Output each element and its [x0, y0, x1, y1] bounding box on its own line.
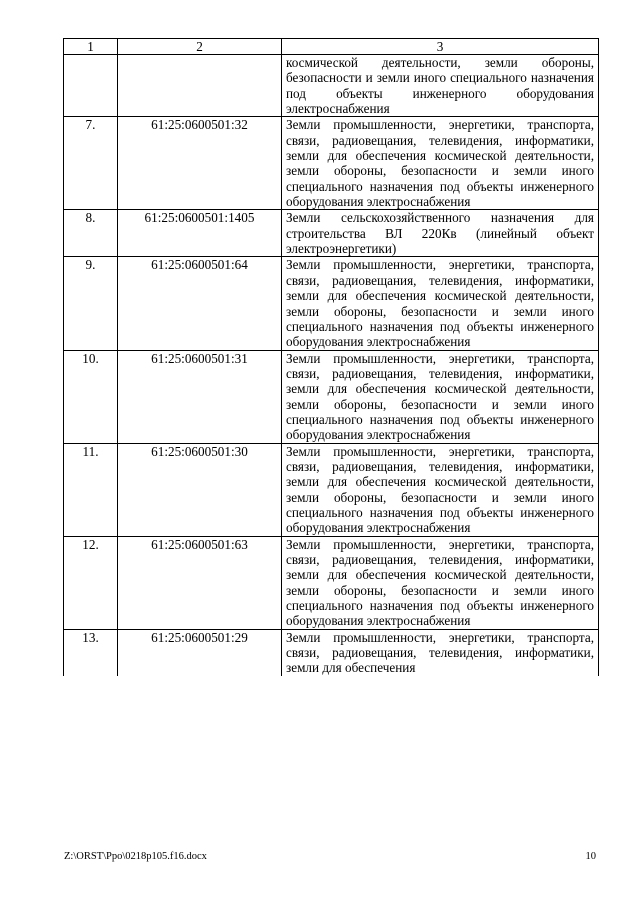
cadastral-number: 61:25:0600501:63	[118, 536, 282, 629]
header-row	[64, 39, 599, 55]
cadastral-number: 61:25:0600501:31	[118, 350, 282, 443]
continuation-cadastral-cell	[118, 55, 282, 117]
table-body	[64, 39, 599, 676]
table-row	[64, 350, 599, 443]
continuation-description: космической деятельности, земли обороны, безопасности и земли иного специального назначения под объекты инженерного оборудования электроснабжения	[282, 55, 599, 117]
table-row	[64, 210, 599, 257]
land-description: Земли промышленности, энергетики, транспорта, связи, радиовещания, телевидения, информатики, земли для обеспечения	[282, 629, 599, 676]
table-row	[64, 443, 599, 536]
header-col-3: 3	[282, 39, 599, 55]
table-row	[64, 117, 599, 210]
continuation-row	[64, 55, 599, 117]
cadastral-number: 61:25:0600501:32	[118, 117, 282, 210]
cadastral-number: 61:25:0600501:29	[118, 629, 282, 676]
footer-page-number: 10	[585, 851, 596, 862]
header-col-2: 2	[118, 39, 282, 55]
cadastral-number: 61:25:0600501:1405	[118, 210, 282, 257]
land-description: Земли сельскохозяйственного назначения для строительства ВЛ 220Кв (линейный объект электроэнергетики)	[282, 210, 599, 257]
continuation-num-cell	[64, 55, 118, 117]
row-number: 9.	[64, 257, 118, 350]
cadastral-number: 61:25:0600501:30	[118, 443, 282, 536]
table-row	[64, 629, 599, 676]
table-row	[64, 257, 599, 350]
land-description: Земли промышленности, энергетики, транспорта, связи, радиовещания, телевидения, информатики, земли для обеспечения космической деятельности, земли обороны, безопасности и земли иного специального назначения под объекты инженерного оборудования электроснабжения	[282, 117, 599, 210]
land-description: Земли промышленности, энергетики, транспорта, связи, радиовещания, телевидения, информатики, земли для обеспечения космической деятельности, земли обороны, безопасности и земли иного специального назначения под объекты инженерного оборудования электроснабжения	[282, 257, 599, 350]
row-number: 8.	[64, 210, 118, 257]
header-col-1: 1	[64, 39, 118, 55]
table-row	[64, 536, 599, 629]
row-number: 13.	[64, 629, 118, 676]
land-plots-table	[63, 38, 599, 676]
land-description: Земли промышленности, энергетики, транспорта, связи, радиовещания, телевидения, информатики, земли для обеспечения космической деятельности, земли обороны, безопасности и земли иного специального назначения под объекты инженерного оборудования электроснабжения	[282, 536, 599, 629]
cadastral-number: 61:25:0600501:64	[118, 257, 282, 350]
row-number: 11.	[64, 443, 118, 536]
land-description: Земли промышленности, энергетики, транспорта, связи, радиовещания, телевидения, информатики, земли для обеспечения космической деятельности, земли обороны, безопасности и земли иного специального назначения под объекты инженерного оборудования электроснабжения	[282, 443, 599, 536]
row-number: 12.	[64, 536, 118, 629]
land-description: Земли промышленности, энергетики, транспорта, связи, радиовещания, телевидения, информатики, земли для обеспечения космической деятельности, земли обороны, безопасности и земли иного специального назначения под объекты инженерного оборудования электроснабжения	[282, 350, 599, 443]
row-number: 10.	[64, 350, 118, 443]
row-number: 7.	[64, 117, 118, 210]
footer-file-path: Z:\ORST\Ppo\0218p105.f16.docx	[64, 851, 207, 862]
